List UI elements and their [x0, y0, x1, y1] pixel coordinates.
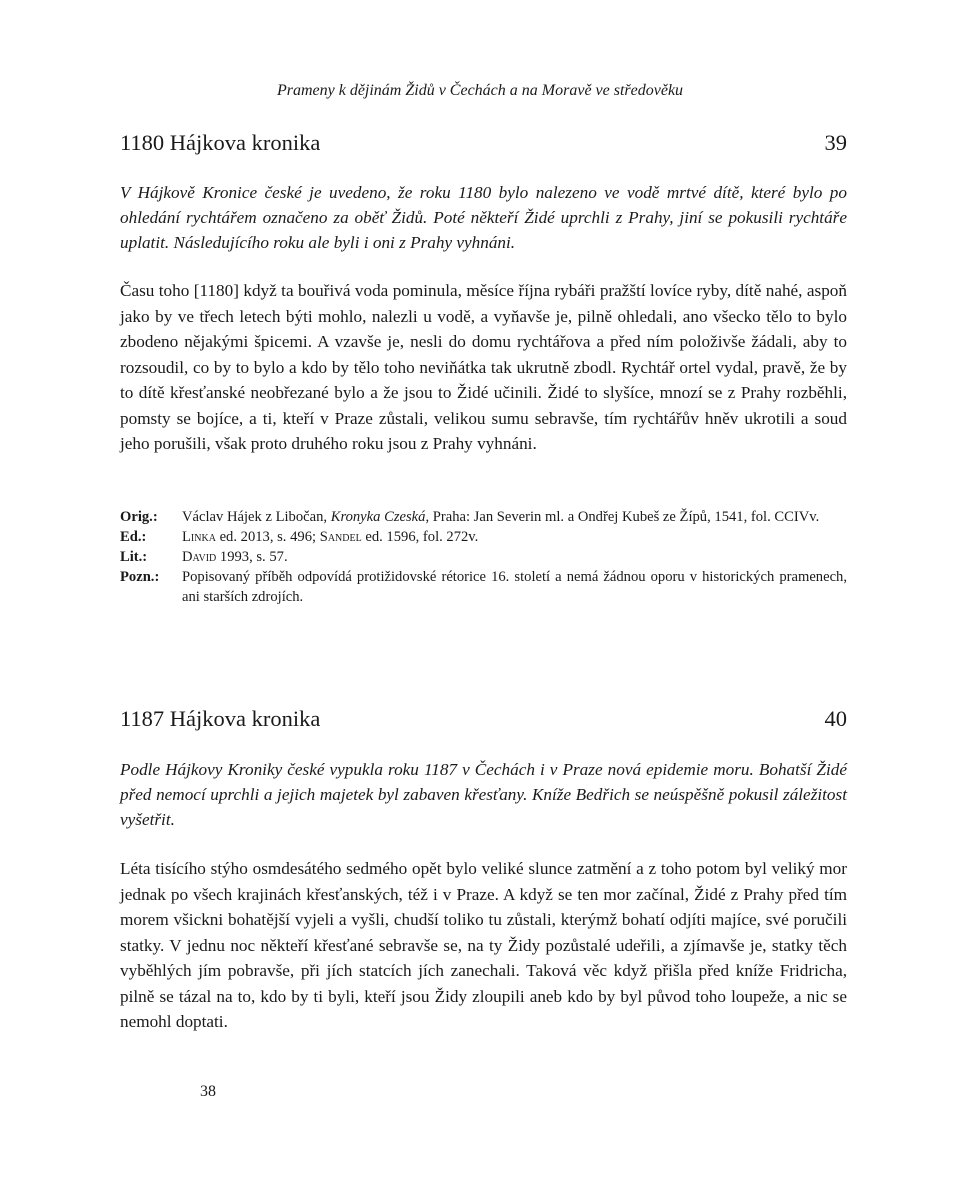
- entry-39-apparatus: [120, 507, 847, 607]
- entry-40-text: [120, 856, 847, 1035]
- ed-row: [120, 527, 847, 547]
- lit-rest: 1993, s. 57.: [216, 549, 288, 565]
- source-text: Léta tisícího stýho osmdesátého sedmého opět bylo veliké slunce zatmění a z toho potom byl veliký mor jednak po všech krajinách křesťanských, též i v Praze. A když se ten mor začínal, Židé z Prahy před tím morem všickni bohatější vyjeli a vyšli, chudší toliko tu zůstali, kterýmž bohatí odjíti majíce, své poručili statky. V jednu noc někteří křesťané sebravše se, na ty Židy pozůstalé udeřili, a zjímavše je, statky těch vyběhlých jím pobravše, při jích statcích jích zanechali. Taková věc když přišla před kníže Fridricha, pilně se tázal na to, kdo by ti byli, kteří jsou Židy zloupili aneb kdo by byl původ toho loupeže, a nic se nemohl doptati.: [120, 859, 847, 1031]
- entry-number: 39: [824, 130, 847, 155]
- running-head: Prameny k dějinám Židů v Čechách a na Moravě ve středověku: [276, 82, 684, 99]
- lit-name: David: [182, 549, 217, 565]
- abstract: Podle Hájkovy Kroniky české vypukla roku 1187 v Čechách i v Praze nová epidemie moru. Bohatší Židé před nemocí uprchli a jejich majetek byl zabaven křesťany. Kníže Bedřich se neúspěšně pokusil záležitost vyšetřit.: [120, 760, 847, 829]
- ed-value: [182, 527, 847, 547]
- orig-label: Orig.:: [120, 509, 158, 525]
- orig-value: [182, 507, 847, 527]
- pozn-label: Pozn.:: [120, 569, 160, 585]
- entry-title: 1187 Hájkova kronika: [120, 706, 321, 731]
- ed-rest: ed. 1596, fol. 272v.: [361, 529, 479, 545]
- entry-39-abstract: [120, 180, 847, 255]
- ed-label: Ed.:: [120, 529, 147, 545]
- orig-rest: , Praha: Jan Severin ml. a Ondřej Kubeš ze Žípů, 1541, fol. CCIVv.: [425, 509, 820, 525]
- source-text: Času toho [1180] když ta bouřivá voda pominula, měsíce října rybáři pražští lovíce ryby, dítě nahé, aspoň jako by ve třech letech býti mohlo, nalezli u vodě, a vyňavše je, pilně ohledali, ano všecko tělo to bylo zbodeno nějakými špicemi. A vzavše je, nesli do domu rychtářova a před ním položivše žádali, aby to rozsoudil, co by to bylo a kdo by tělo toho neviňátka tak ukrutně zbodl. Rychtář ortel vydal, pravě, že by to dítě křesťanské neobřezané bylo a že jsou to Židé učinili. Židé to slyšíce, mnozí se z Prahy rozběhli, pomsty se bojíce, a ti, kteří v Praze zůstali, velikou sumu sebravše, tím rychtářův hněv ukrotili a soud jeho porušili, však proto druhého roku jsou z Prahy vyhnáni.: [120, 281, 847, 453]
- pozn-row: [120, 567, 847, 607]
- page-number: 38: [200, 1083, 216, 1100]
- entry-40: [120, 706, 847, 732]
- entry-heading: [120, 130, 847, 156]
- entry-title: 1180 Hájkova kronika: [120, 130, 321, 155]
- orig-row: [120, 507, 847, 527]
- orig-author: Václav Hájek z Libočan,: [182, 509, 328, 525]
- ed-mid: ed. 2013, s. 496;: [215, 529, 320, 545]
- ed-name-1: Linka: [182, 529, 216, 545]
- lit-value: [182, 547, 847, 567]
- lit-row: [120, 547, 847, 567]
- entry-heading: [120, 706, 847, 732]
- orig-work: Kronyka Czeská: [330, 509, 426, 525]
- entry-39: [120, 130, 847, 156]
- entry-40-abstract: [120, 757, 847, 832]
- pozn-value: Popisovaný příběh odpovídá protižidovské rétorice 16. století a nemá žádnou oporu v historických pramenech, ani starších zdrojích.: [182, 569, 847, 605]
- entry-39-text: [120, 278, 847, 457]
- abstract: V Hájkově Kronice české je uvedeno, že roku 1180 bylo nalezeno ve vodě mrtvé dítě, které bylo po ohledání rychtářem označeno za oběť Židů. Poté někteří Židé uprchli z Prahy, jiní se pokusili rychtáře uplatit. Následujícího roku ale byli i oni z Prahy vyhnáni.: [120, 183, 847, 252]
- entry-number: 40: [824, 706, 847, 731]
- lit-label: Lit.:: [120, 549, 148, 565]
- ed-name-2: Sandel: [319, 529, 362, 545]
